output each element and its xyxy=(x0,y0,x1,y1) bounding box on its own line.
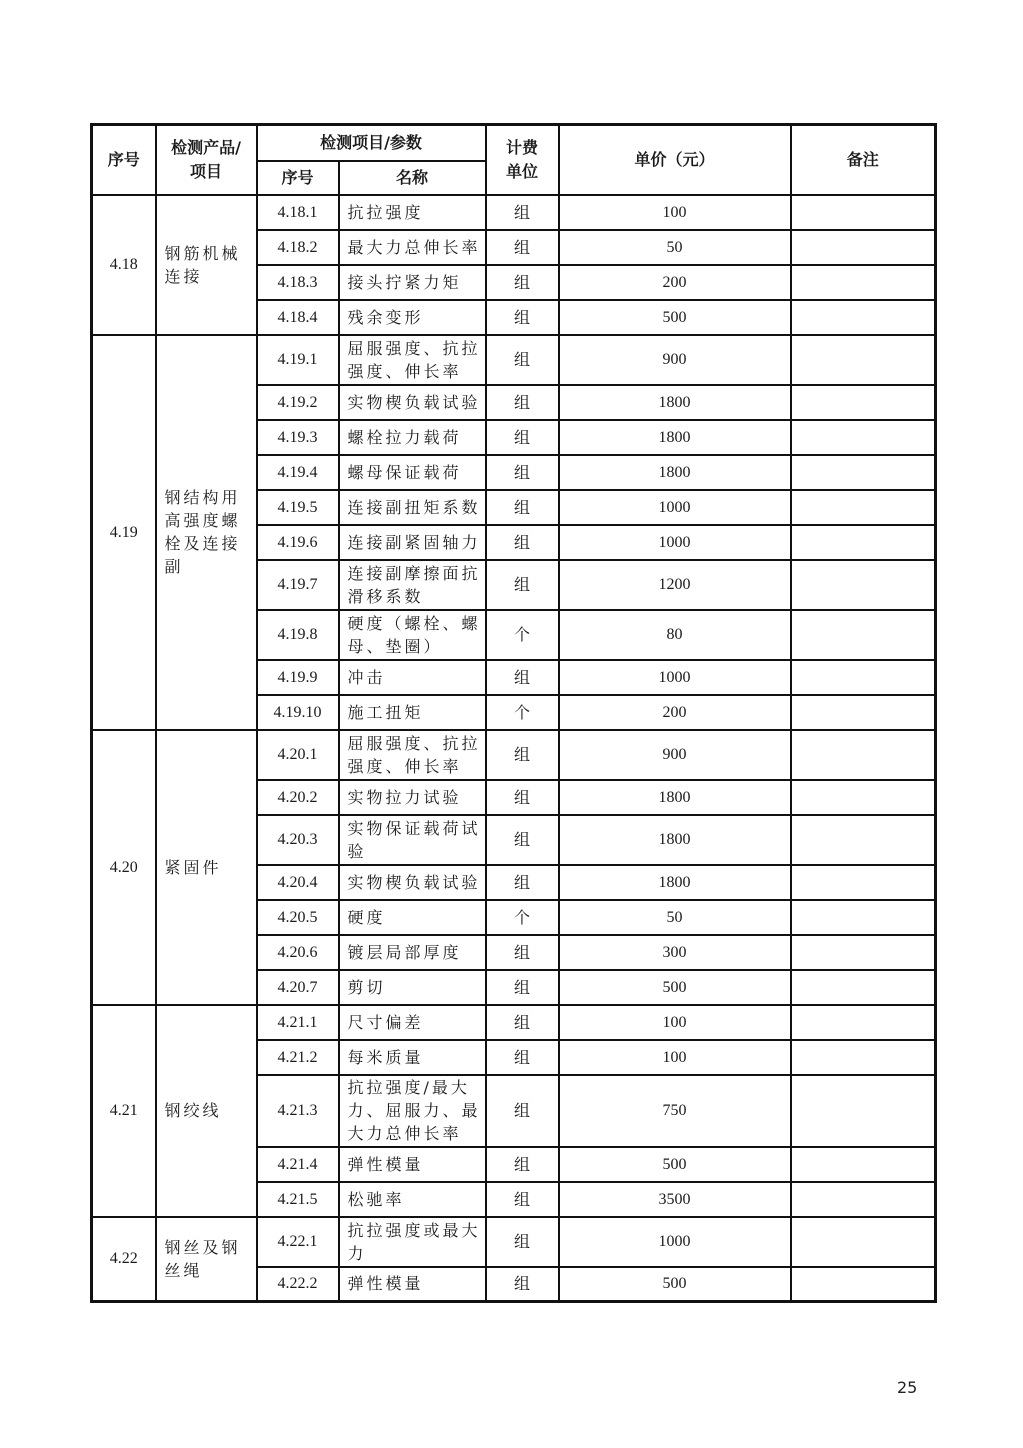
item-seq: 4.21.2 xyxy=(257,1040,339,1075)
item-name: 螺母保证载荷 xyxy=(339,455,486,490)
item-remark xyxy=(791,900,936,935)
item-unit: 组 xyxy=(486,1217,559,1267)
item-remark xyxy=(791,970,936,1005)
item-price: 1800 xyxy=(559,420,791,455)
item-remark xyxy=(791,1075,936,1147)
item-unit: 组 xyxy=(486,420,559,455)
item-remark xyxy=(791,525,936,560)
item-remark xyxy=(791,335,936,385)
item-unit: 组 xyxy=(486,300,559,335)
item-name: 实物拉力试验 xyxy=(339,780,486,815)
item-remark xyxy=(791,490,936,525)
table-header xyxy=(92,125,936,195)
item-price: 1000 xyxy=(559,490,791,525)
item-price: 200 xyxy=(559,265,791,300)
item-price: 500 xyxy=(559,300,791,335)
header-unit-text: 计费单位 xyxy=(506,137,539,181)
item-price: 900 xyxy=(559,335,791,385)
header-param-name: 名称 xyxy=(339,161,486,195)
item-remark xyxy=(791,695,936,730)
item-seq: 4.20.6 xyxy=(257,935,339,970)
item-unit: 个 xyxy=(486,610,559,660)
group-product: 钢绞线 xyxy=(156,1005,257,1217)
item-seq: 4.19.2 xyxy=(257,385,339,420)
item-unit: 组 xyxy=(486,385,559,420)
item-name: 抗拉强度 xyxy=(339,195,486,230)
item-name: 每米质量 xyxy=(339,1040,486,1075)
item-remark xyxy=(791,815,936,865)
item-unit: 组 xyxy=(486,265,559,300)
item-unit: 组 xyxy=(486,1267,559,1302)
item-remark xyxy=(791,865,936,900)
item-name: 尺寸偏差 xyxy=(339,1005,486,1040)
table-row xyxy=(92,335,936,385)
item-name: 冲击 xyxy=(339,660,486,695)
item-seq: 4.19.8 xyxy=(257,610,339,660)
item-unit: 组 xyxy=(486,455,559,490)
item-remark xyxy=(791,195,936,230)
item-price: 500 xyxy=(559,1267,791,1302)
item-seq: 4.18.2 xyxy=(257,230,339,265)
item-name: 连接副紧固轴力 xyxy=(339,525,486,560)
item-seq: 4.19.5 xyxy=(257,490,339,525)
item-price: 100 xyxy=(559,1040,791,1075)
item-remark xyxy=(791,560,936,610)
item-seq: 4.20.1 xyxy=(257,730,339,780)
item-price: 100 xyxy=(559,195,791,230)
item-price: 1000 xyxy=(559,1217,791,1267)
header-product xyxy=(156,125,257,195)
group-seq: 4.21 xyxy=(92,1005,156,1217)
item-unit: 组 xyxy=(486,525,559,560)
item-remark xyxy=(791,780,936,815)
item-seq: 4.20.2 xyxy=(257,780,339,815)
item-price: 50 xyxy=(559,900,791,935)
item-name: 硬度（螺栓、螺母、垫圈） xyxy=(339,610,486,660)
item-unit: 组 xyxy=(486,1182,559,1217)
group-product: 钢结构用高强度螺栓及连接副 xyxy=(156,335,257,730)
header-remark: 备注 xyxy=(791,125,936,195)
item-seq: 4.21.1 xyxy=(257,1005,339,1040)
item-name: 实物保证载荷试验 xyxy=(339,815,486,865)
page-number: 25 xyxy=(897,1378,918,1397)
group-seq: 4.19 xyxy=(92,335,156,730)
item-seq: 4.19.6 xyxy=(257,525,339,560)
item-seq: 4.22.2 xyxy=(257,1267,339,1302)
table-row xyxy=(92,195,936,230)
item-remark xyxy=(791,935,936,970)
item-remark xyxy=(791,455,936,490)
item-name: 剪切 xyxy=(339,970,486,1005)
item-name: 弹性模量 xyxy=(339,1147,486,1182)
item-unit: 组 xyxy=(486,1147,559,1182)
item-name: 最大力总伸长率 xyxy=(339,230,486,265)
table-row xyxy=(92,1217,936,1267)
item-remark xyxy=(791,300,936,335)
item-remark xyxy=(791,385,936,420)
item-unit: 组 xyxy=(486,335,559,385)
item-remark xyxy=(791,1217,936,1267)
item-price: 100 xyxy=(559,1005,791,1040)
item-name: 硬度 xyxy=(339,900,486,935)
table-row xyxy=(92,1005,936,1040)
item-name: 实物楔负载试验 xyxy=(339,385,486,420)
item-price: 1000 xyxy=(559,660,791,695)
item-price: 1200 xyxy=(559,560,791,610)
item-price: 1000 xyxy=(559,525,791,560)
price-table xyxy=(90,123,937,1303)
item-price: 750 xyxy=(559,1075,791,1147)
header-product-text: 检测产品/项目 xyxy=(171,137,241,181)
item-seq: 4.21.4 xyxy=(257,1147,339,1182)
item-seq: 4.19.7 xyxy=(257,560,339,610)
item-remark xyxy=(791,420,936,455)
item-seq: 4.21.3 xyxy=(257,1075,339,1147)
header-params-group: 检测项目/参数 xyxy=(257,125,486,161)
item-remark xyxy=(791,230,936,265)
item-price: 80 xyxy=(559,610,791,660)
item-seq: 4.20.5 xyxy=(257,900,339,935)
item-seq: 4.20.3 xyxy=(257,815,339,865)
item-unit: 组 xyxy=(486,970,559,1005)
item-price: 50 xyxy=(559,230,791,265)
item-unit: 组 xyxy=(486,1075,559,1147)
item-seq: 4.20.7 xyxy=(257,970,339,1005)
item-price: 1800 xyxy=(559,455,791,490)
item-unit: 组 xyxy=(486,195,559,230)
header-price: 单价（元） xyxy=(559,125,791,195)
item-seq: 4.22.1 xyxy=(257,1217,339,1267)
item-unit: 组 xyxy=(486,490,559,525)
item-unit: 组 xyxy=(486,730,559,780)
group-seq: 4.20 xyxy=(92,730,156,1005)
item-seq: 4.19.9 xyxy=(257,660,339,695)
item-name: 镀层局部厚度 xyxy=(339,935,486,970)
item-name: 屈服强度、抗拉强度、伸长率 xyxy=(339,335,486,385)
item-name: 抗拉强度/最大力、屈服力、最大力总伸长率 xyxy=(339,1075,486,1147)
table-body xyxy=(92,195,936,1302)
header-unit xyxy=(486,125,559,195)
table-row xyxy=(92,730,936,780)
group-seq: 4.18 xyxy=(92,195,156,335)
group-product: 钢筋机械连接 xyxy=(156,195,257,335)
item-remark xyxy=(791,1005,936,1040)
item-price: 300 xyxy=(559,935,791,970)
header-seq: 序号 xyxy=(92,125,156,195)
item-seq: 4.20.4 xyxy=(257,865,339,900)
item-remark xyxy=(791,730,936,780)
item-remark xyxy=(791,610,936,660)
item-name: 连接副扭矩系数 xyxy=(339,490,486,525)
item-remark xyxy=(791,1147,936,1182)
group-product: 紧固件 xyxy=(156,730,257,1005)
item-name: 螺栓拉力载荷 xyxy=(339,420,486,455)
item-unit: 个 xyxy=(486,695,559,730)
item-remark xyxy=(791,1182,936,1217)
item-name: 接头拧紧力矩 xyxy=(339,265,486,300)
item-remark xyxy=(791,1040,936,1075)
item-unit: 组 xyxy=(486,230,559,265)
group-seq: 4.22 xyxy=(92,1217,156,1302)
item-unit: 组 xyxy=(486,1005,559,1040)
item-price: 200 xyxy=(559,695,791,730)
item-seq: 4.19.1 xyxy=(257,335,339,385)
item-seq: 4.18.4 xyxy=(257,300,339,335)
item-unit: 组 xyxy=(486,1040,559,1075)
item-seq: 4.19.3 xyxy=(257,420,339,455)
item-price: 500 xyxy=(559,1147,791,1182)
item-seq: 4.19.4 xyxy=(257,455,339,490)
item-name: 实物楔负载试验 xyxy=(339,865,486,900)
item-price: 3500 xyxy=(559,1182,791,1217)
item-price: 1800 xyxy=(559,780,791,815)
item-price: 1800 xyxy=(559,815,791,865)
item-name: 屈服强度、抗拉强度、伸长率 xyxy=(339,730,486,780)
item-unit: 组 xyxy=(486,815,559,865)
item-remark xyxy=(791,265,936,300)
item-unit: 组 xyxy=(486,660,559,695)
item-unit: 个 xyxy=(486,900,559,935)
item-seq: 4.18.1 xyxy=(257,195,339,230)
group-product: 钢丝及钢丝绳 xyxy=(156,1217,257,1302)
item-name: 松驰率 xyxy=(339,1182,486,1217)
item-unit: 组 xyxy=(486,935,559,970)
item-remark xyxy=(791,660,936,695)
item-price: 1800 xyxy=(559,865,791,900)
item-remark xyxy=(791,1267,936,1302)
item-unit: 组 xyxy=(486,865,559,900)
item-seq: 4.18.3 xyxy=(257,265,339,300)
item-unit: 组 xyxy=(486,560,559,610)
item-name: 弹性模量 xyxy=(339,1267,486,1302)
item-price: 500 xyxy=(559,970,791,1005)
item-unit: 组 xyxy=(486,780,559,815)
item-name: 残余变形 xyxy=(339,300,486,335)
item-name: 抗拉强度或最大力 xyxy=(339,1217,486,1267)
item-price: 900 xyxy=(559,730,791,780)
item-price: 1800 xyxy=(559,385,791,420)
item-name: 连接副摩擦面抗滑移系数 xyxy=(339,560,486,610)
item-name: 施工扭矩 xyxy=(339,695,486,730)
item-seq: 4.19.10 xyxy=(257,695,339,730)
header-param-seq: 序号 xyxy=(257,161,339,195)
item-seq: 4.21.5 xyxy=(257,1182,339,1217)
